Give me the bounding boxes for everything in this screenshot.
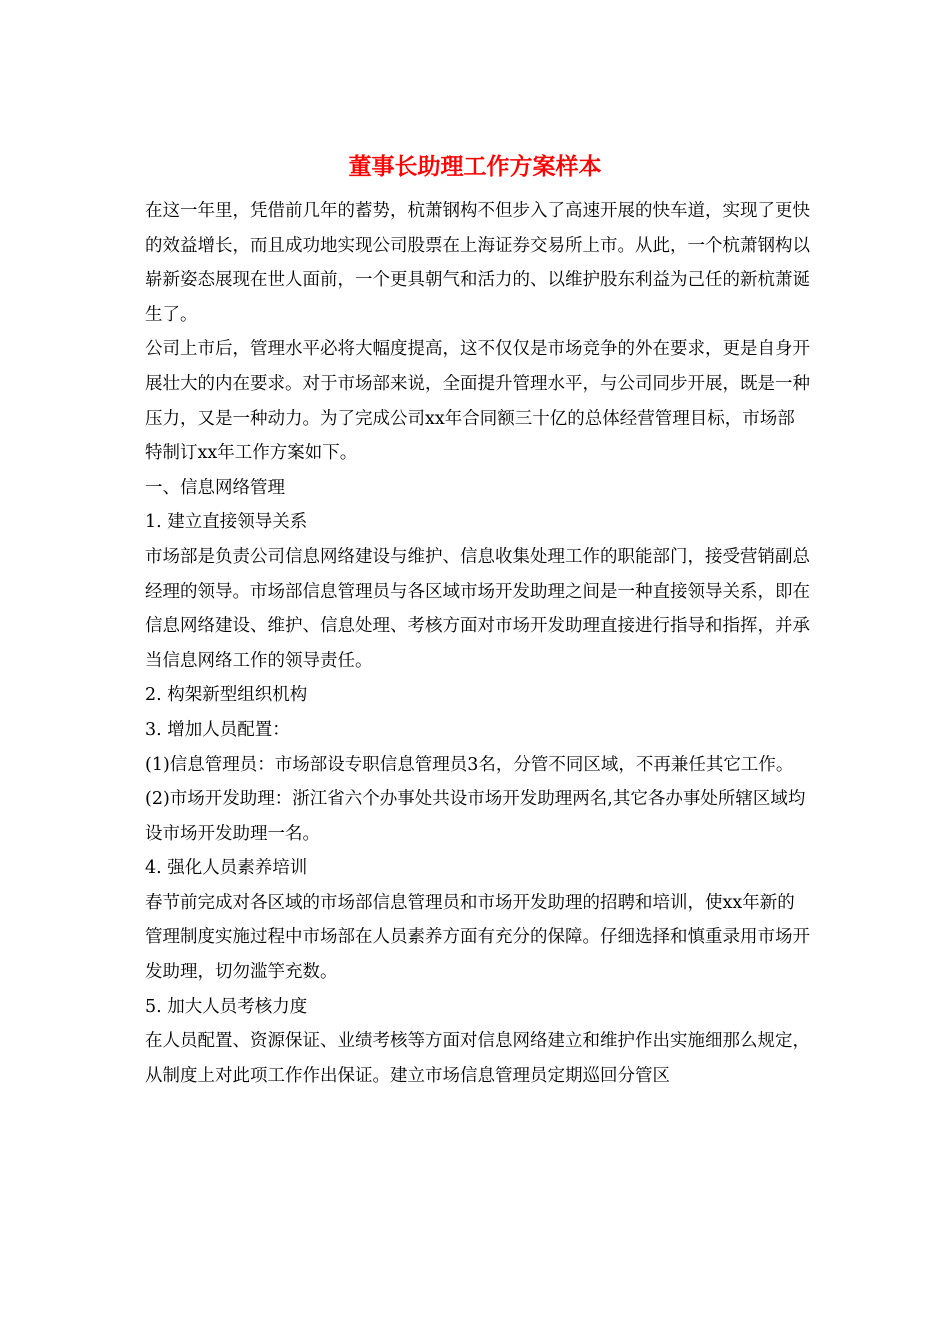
section-heading: 一、信息网络管理 xyxy=(145,477,285,498)
subsection-heading: 2. 构架新型组织机构 xyxy=(145,685,308,706)
paragraph: 市场部是负责公司信息网络建设与维护、信息收集处理工作的职能部门，接受营销副总经理的领导。市场部信息管理员与各区域市场开发助理之间是一种直接领导关系，即在信息网络建设、维护、信息处理、考核方面对市场开发助理直接进行指导和指挥，并承当信息网络工作的领导责任。 xyxy=(145,546,810,671)
document-body xyxy=(145,194,810,1093)
subsection-heading: 5. 加大人员考核力度 xyxy=(145,996,308,1017)
list-item: (1)信息管理员：市场部设专职信息管理员3名，分管不同区域，不再兼任其它工作。 xyxy=(145,754,794,775)
subsection-heading: 4. 强化人员素养培训 xyxy=(145,858,308,879)
list-item: (2)市场开发助理：浙江省六个办事处共设市场开发助理两名,其它各办事处所辖区域均设市场开发助理一名。 xyxy=(145,789,806,844)
subsection-heading: 3. 增加人员配置： xyxy=(145,719,290,740)
paragraph: 春节前完成对各区域的市场部信息管理员和市场开发助理的招聘和培训，使xx年新的管理制度实施过程中市场部在人员素养方面有充分的保障。仔细选择和慎重录用市场开发助理，切勿滥竽充数。 xyxy=(145,892,810,983)
document-title: 董事长助理工作方案样本 xyxy=(348,153,602,180)
paragraph: 在这一年里，凭借前几年的蓄势，杭萧钢构不但步入了高速开展的快车道，实现了更快的效益增长，而且成功地实现公司股票在上海证券交易所上市。从此，一个杭萧钢构以崭新姿态展现在世人面前，一个更具朝气和活力的、以维护股东利益为己任的新杭萧诞生了。 xyxy=(145,201,810,325)
subsection-heading: 1. 建立直接领导关系 xyxy=(145,512,308,533)
paragraph: 在人员配置、资源保证、业绩考核等方面对信息网络建立和维护作出实施细那么规定，从制度上对此项工作作出保证。建立市场信息管理员定期巡回分管区 xyxy=(145,1031,810,1086)
paragraph: 公司上市后，管理水平必将大幅度提高，这不仅仅是市场竞争的外在要求，更是自身开展壮大的内在要求。对于市场部来说，全面提升管理水平，与公司同步开展，既是一种压力，又是一种动力。为了完成公司xx年合同额三十亿的总体经营管理目标，市场部特制订xx年工作方案如下。 xyxy=(145,339,810,464)
